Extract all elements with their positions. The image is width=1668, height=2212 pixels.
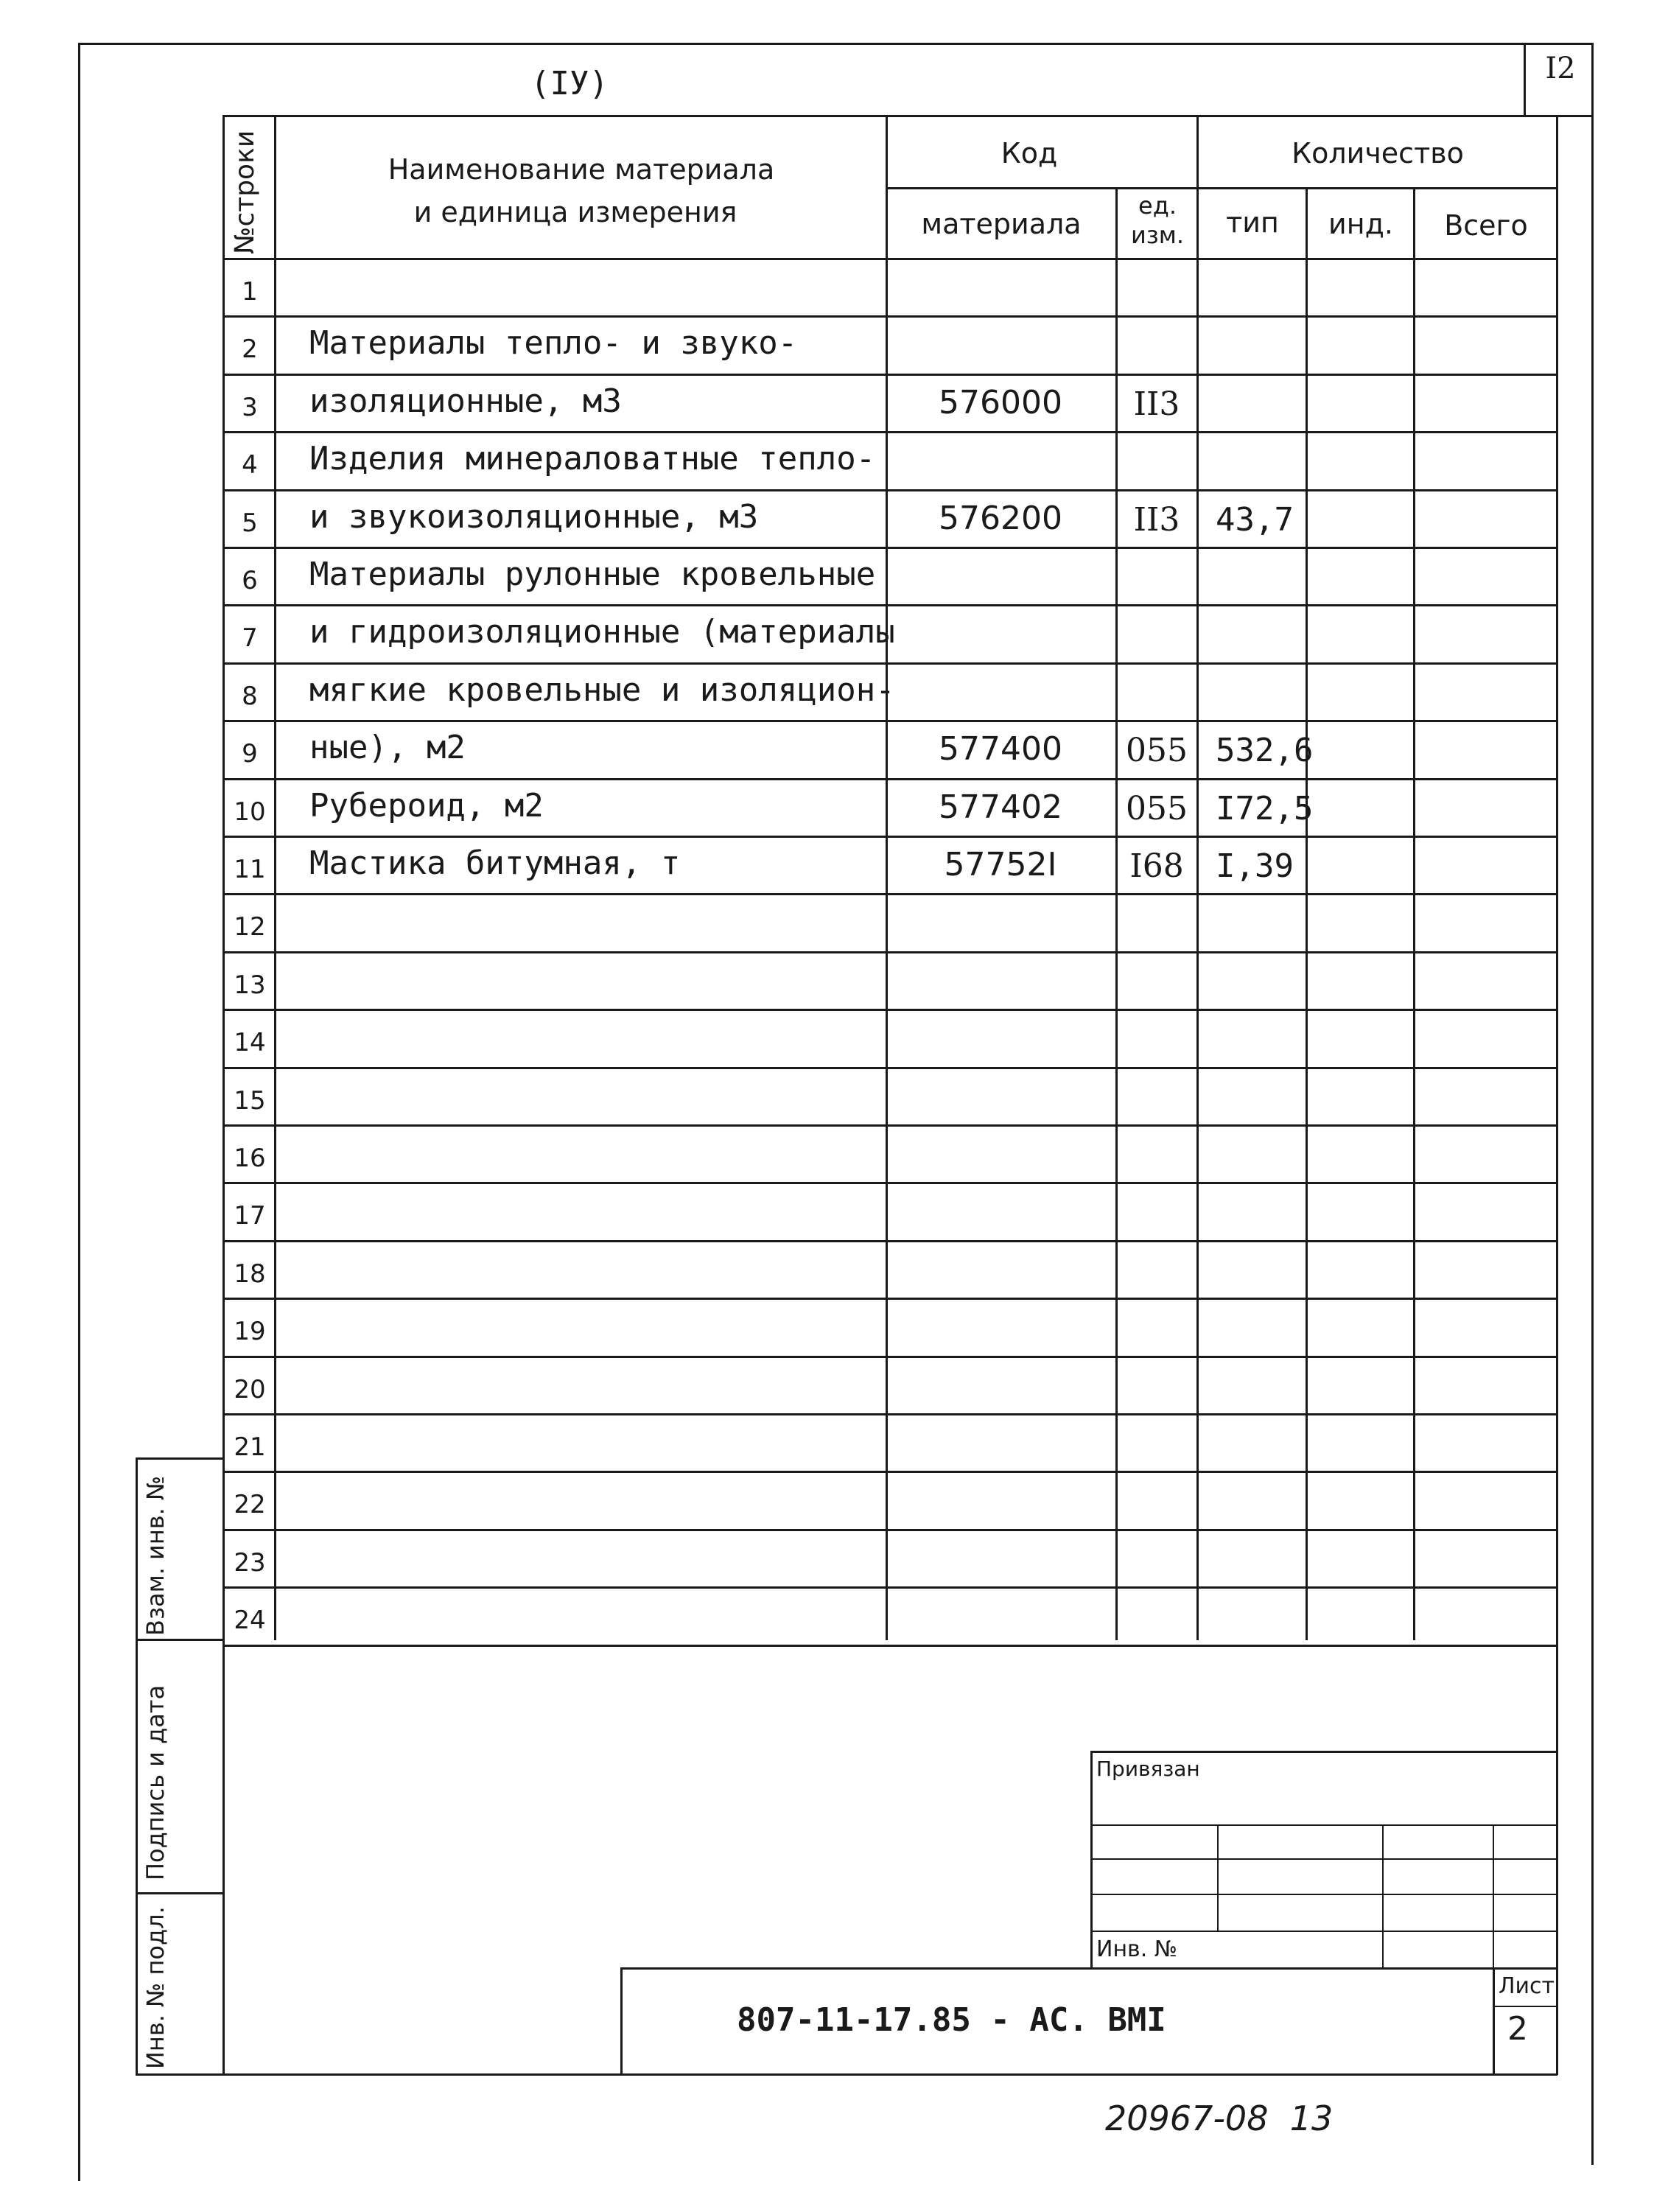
frame-left-line — [78, 44, 80, 2181]
row-line — [222, 1182, 1557, 1184]
row-number: 14 — [234, 1028, 266, 1058]
header-qty-type: тип — [1226, 206, 1279, 239]
section-label: (IУ) — [530, 65, 609, 102]
footer-number: 20967-08 13 — [1105, 2099, 1334, 2138]
stamp-vzam-inv: Взам. инв. № — [141, 1475, 169, 1636]
row-name: Мастика битумная, т — [309, 844, 681, 882]
row-name: Рубероид, м2 — [309, 786, 544, 825]
designation-top-line — [620, 1967, 1557, 1970]
row-line — [222, 720, 1557, 722]
row-line — [222, 431, 1557, 433]
table-line-top — [222, 115, 1557, 117]
page-number-box-left — [1524, 43, 1526, 116]
table-line-v3 — [1115, 189, 1118, 1640]
row-number: 5 — [242, 508, 258, 538]
page-number: I2 — [1545, 52, 1576, 85]
row-number: 13 — [234, 970, 266, 1000]
row-number: 12 — [234, 912, 266, 942]
row-line — [222, 1471, 1557, 1473]
table-line-v7 — [1556, 115, 1558, 1640]
row-number: 4 — [242, 450, 258, 480]
row-line — [222, 1240, 1557, 1242]
row-line — [222, 374, 1557, 376]
table-line-v4 — [1196, 115, 1199, 1640]
row-code: 576200 — [939, 499, 1062, 537]
table-line-v5 — [1306, 189, 1308, 1640]
designation: 807-11-17.85 - АС. ВМI — [737, 2001, 1166, 2039]
row-name: Материалы тепло- и звуко- — [309, 324, 798, 363]
header-qty-ind: инд. — [1328, 208, 1393, 240]
row-unit: II3 — [1133, 500, 1180, 539]
row-line — [222, 1009, 1557, 1011]
row-number: 17 — [234, 1201, 266, 1231]
header-qty-group: Количество — [1292, 137, 1464, 169]
title-block-right-line — [1556, 1640, 1558, 2075]
row-number: 6 — [242, 566, 258, 595]
row-line — [222, 604, 1557, 606]
row-line — [222, 951, 1557, 953]
stamp-top-line — [136, 1457, 224, 1460]
row-code: 576000 — [939, 383, 1062, 421]
stamp-inv-podl: Инв. № подл. — [141, 1906, 169, 2069]
stamp-left-line — [136, 1457, 138, 2075]
header-row-number: №строки — [230, 130, 260, 254]
row-code: 57752I — [944, 846, 1057, 883]
row-unit: II3 — [1133, 385, 1180, 423]
header-code-material: материала — [921, 208, 1082, 240]
table-line-header-bottom — [222, 258, 1557, 260]
row-number: 19 — [234, 1317, 266, 1347]
row-number: 7 — [242, 623, 258, 654]
row-unit: 055 — [1126, 789, 1188, 827]
row-line — [222, 1645, 1557, 1647]
header-code-unit-line1: ед. — [1138, 192, 1177, 220]
row-number: 8 — [242, 681, 258, 711]
stamp-bottom-line — [136, 2073, 1557, 2076]
row-number: 15 — [234, 1085, 266, 1116]
row-number: 24 — [234, 1606, 266, 1636]
privyazan-line-3 — [1090, 1894, 1557, 1895]
row-line — [222, 547, 1557, 549]
row-line — [222, 836, 1557, 838]
row-line — [222, 1124, 1557, 1127]
row-number: 23 — [234, 1547, 266, 1578]
row-name: Материалы рулонные кровельные — [309, 556, 876, 593]
row-line — [222, 1356, 1557, 1358]
privyazan-line-4 — [1090, 1931, 1557, 1932]
header-name-line2: и единица измерения — [413, 196, 737, 228]
stamp-line-2 — [136, 1892, 224, 1894]
row-line — [222, 662, 1557, 665]
row-number: 21 — [234, 1432, 266, 1462]
row-number: 20 — [234, 1374, 266, 1404]
row-type: 43,7 — [1216, 500, 1294, 539]
row-name: Изделия минераловатные тепло- — [309, 440, 876, 478]
header-name-line1: Наименование материала — [388, 153, 775, 186]
row-line — [222, 315, 1557, 318]
sheet-label: Лист — [1498, 1973, 1555, 1999]
frame-top-line — [78, 43, 1593, 45]
row-line — [222, 778, 1557, 780]
row-number: 22 — [234, 1490, 266, 1520]
row-code: 577400 — [939, 730, 1062, 769]
inv-no-label: Инв. № — [1096, 1936, 1178, 1962]
row-number: 10 — [234, 797, 266, 827]
table-line-v6 — [1413, 189, 1415, 1640]
row-type: I72,5 — [1216, 789, 1314, 827]
row-name: и звукоизоляционные, м3 — [309, 497, 759, 536]
row-type: I,39 — [1216, 847, 1294, 885]
sheet-number: 2 — [1507, 2010, 1528, 2048]
row-unit: 055 — [1126, 732, 1188, 770]
row-name: изоляционные, м3 — [309, 382, 622, 420]
privyazan-col-1 — [1217, 1824, 1219, 1932]
table-line-header-mid — [886, 187, 1557, 189]
sheet-box-left-line — [1493, 1967, 1495, 2075]
row-number: 9 — [242, 739, 258, 769]
row-unit: I68 — [1129, 847, 1184, 885]
privyazan-top-line — [1090, 1751, 1557, 1753]
row-number: 16 — [234, 1144, 266, 1173]
stamp-podpis-data: Подпись и дата — [141, 1684, 169, 1880]
row-number: 18 — [234, 1259, 266, 1289]
header-code-unit-line2: изм. — [1130, 221, 1185, 249]
stamp-line-1 — [136, 1639, 224, 1641]
row-line — [222, 1413, 1557, 1415]
row-line — [222, 489, 1557, 491]
privyazan-col-2 — [1382, 1824, 1384, 1969]
row-line — [222, 1298, 1557, 1300]
designation-left-line — [620, 1967, 623, 2075]
header-qty-total: Всего — [1444, 209, 1528, 242]
row-name: ные), м2 — [309, 729, 466, 767]
stamp-right-line — [222, 1457, 225, 2075]
row-code: 577402 — [939, 788, 1062, 826]
privyazan-col-3 — [1493, 1824, 1494, 1969]
frame-right-line — [1591, 43, 1594, 2165]
row-type: 532,6 — [1216, 732, 1314, 770]
privyazan-label: Привязан — [1096, 1757, 1200, 1781]
row-line — [222, 893, 1557, 895]
sheet-box-mid-line — [1493, 2006, 1557, 2007]
row-number: 3 — [242, 392, 258, 422]
privyazan-line-1 — [1090, 1824, 1557, 1826]
row-number: 1 — [242, 277, 258, 307]
row-line — [222, 1067, 1557, 1069]
row-number: 2 — [242, 335, 258, 365]
row-name: и гидроизоляционные (материалы — [309, 613, 895, 651]
row-number: 11 — [234, 855, 266, 884]
header-code-group: Код — [1001, 137, 1058, 169]
row-line — [222, 1586, 1557, 1589]
row-line — [222, 1529, 1557, 1531]
privyazan-left-line — [1090, 1751, 1093, 1969]
row-name: мягкие кровельные и изоляцион- — [309, 671, 895, 709]
privyazan-line-2 — [1090, 1858, 1557, 1860]
